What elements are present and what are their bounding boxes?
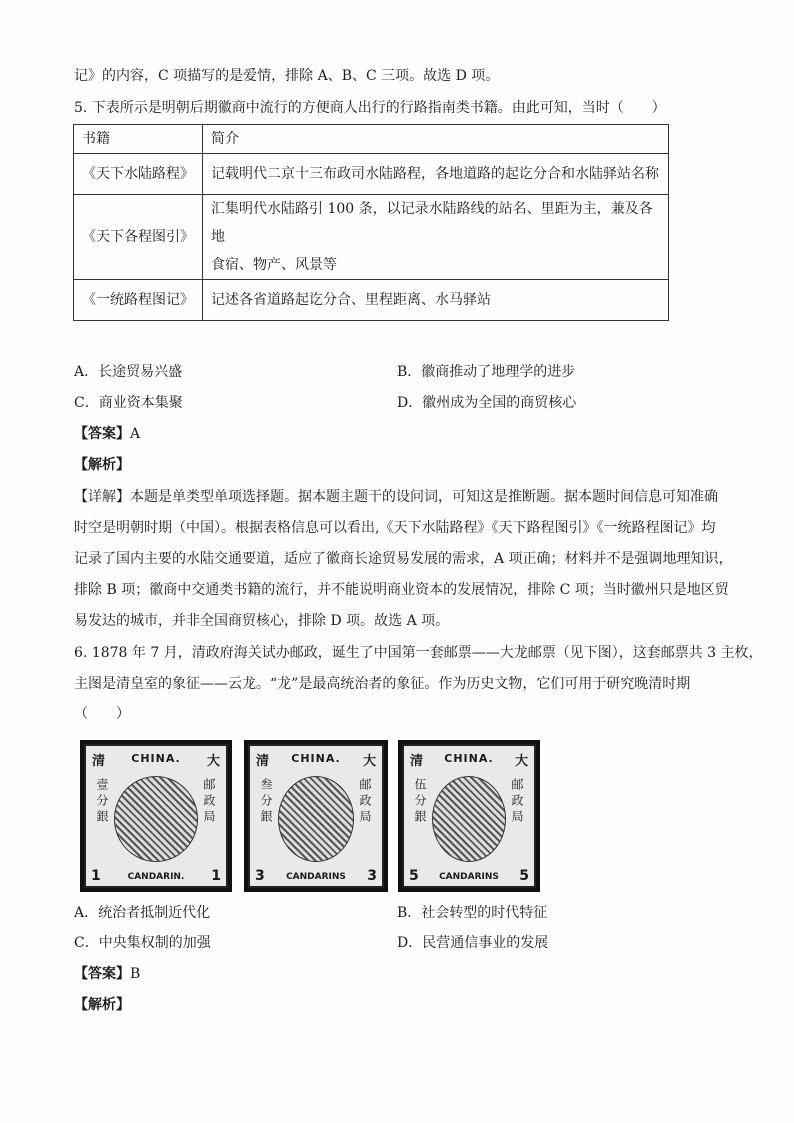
question-5-stem: 5. 下表所示是明朝后期徽商中流行的方便商人出行的行路指南类书籍。由此可知，当时（ ）: [74, 100, 666, 116]
q6-option-a: A．统治者抵制近代化: [74, 905, 211, 921]
stamp-value: 1: [211, 868, 221, 884]
table-cell-desc: 记载明代二京十三布政司水陆路程，各地道路的起讫分合和水陆驿站名称: [203, 154, 669, 195]
stamp-denomination: CANDARINS: [439, 872, 499, 882]
stamp-left-text: 壹分銀: [95, 778, 109, 826]
q5-answer: [74, 424, 140, 444]
q5-detail-line: 易发达的城市，并非全国商贸核心，排除 D 项。故选 A 项。: [74, 613, 450, 629]
q6-answer: [74, 964, 140, 984]
q5-detail-line: 时空是明朝时期（中国）。根据表格信息可以看出,《天下水陆路程》《天下路程图引》《一统路程图记》均: [74, 520, 716, 536]
answer-label: 【答案】: [74, 966, 130, 982]
stamp-3-candarins: [244, 740, 388, 892]
table-cell-book: 《天下水陆路程》: [74, 154, 203, 195]
table-cell-desc: [203, 195, 669, 280]
table-cell-book: 《天下各程图引》: [74, 195, 203, 280]
table-row: [74, 195, 669, 280]
q6-option-c: C．中央集权制的加强: [74, 935, 211, 951]
table-header-desc: 简介: [203, 125, 669, 154]
stamp-value: 3: [367, 868, 377, 884]
q6-option-d: D．民营通信事业的发展: [397, 935, 549, 951]
stamp-left-text: 叁分銀: [259, 778, 273, 826]
stamp-corner-char: 大: [514, 754, 528, 769]
stamp-left-text: 伍分銀: [413, 778, 427, 826]
answer-label: 【答案】: [74, 426, 130, 442]
stamp-corner-char: 清: [410, 754, 424, 769]
dragon-image: [432, 776, 506, 862]
q6-stem-line: （ ）: [74, 706, 130, 722]
stamp-denomination: CANDARIN.: [127, 872, 185, 882]
stamp-right-text: 邮政局: [510, 778, 524, 826]
table-header-book: 书籍: [74, 125, 203, 154]
q6-analysis-label: 【解析】: [74, 997, 130, 1013]
table-cell-desc-line: 食宿、物产、风景等: [211, 257, 337, 273]
stamp-corner-char: 清: [256, 754, 270, 769]
q5-option-c: C．商业资本集聚: [74, 395, 183, 411]
stamp-corner-char: 大: [206, 754, 220, 769]
stamp-value: 5: [519, 868, 529, 884]
q5-option-b: B．徽商推动了地理学的进步: [397, 364, 576, 380]
dragon-image: [278, 776, 354, 862]
stamp-value: 1: [91, 868, 101, 884]
table-cell-book: 《一统路程图记》: [74, 280, 203, 321]
q5-detail-line: 记录了国内主要的水陆交通要道，适应了徽商长途贸易发展的需求，A 项正确；材料并不是强调地理知识，: [74, 551, 733, 567]
stamp-country: CHINA.: [444, 752, 494, 765]
table-header-row: [74, 125, 669, 154]
stamp-corner-char: 大: [362, 754, 376, 769]
q5-option-a: A．长途贸易兴盛: [74, 364, 183, 380]
dragon-image: [114, 776, 198, 862]
stamp-country: CHINA.: [291, 752, 341, 765]
stamp-country: CHINA.: [131, 752, 181, 765]
answer-value: B: [130, 966, 141, 982]
q6-stem-line: 6. 1878 年 7 月，清政府海关试办邮政，诞生了中国第一套邮票——大龙邮票（见下图），这套邮票共 3 主枚，: [74, 645, 763, 661]
stamp-corner-char: 清: [92, 754, 106, 769]
answer-value: A: [130, 426, 141, 442]
stamp-right-text: 邮政局: [358, 778, 372, 826]
q5-analysis-label: 【解析】: [74, 457, 130, 473]
stamp-value: 3: [255, 868, 265, 884]
table-cell-desc: 记述各省道路起讫分合、里程距离、水马驿站: [203, 280, 669, 321]
q5-option-d: D．徽州成为全国的商贸核心: [397, 395, 577, 411]
intro-line: 记》的内容，C 项描写的是爱情，排除 A、B、C 三项。故选 D 项。: [74, 68, 500, 84]
stamp-denomination: CANDARINS: [286, 872, 346, 882]
stamp-value: 5: [409, 868, 419, 884]
q6-option-b: B．社会转型的时代特征: [397, 905, 548, 921]
q6-stem-line: 主图是清皇室的象征——云龙。“龙”是最高统治者的象征。作为历史文物，它们可用于研究晚清时期: [74, 676, 691, 692]
table-row: [74, 280, 669, 321]
stamp-5-candarins: [398, 740, 540, 892]
q5-detail-line: 【详解】本题是单类型单项选择题。据本题主题干的设问词，可知这是推断题。据本题时间信息可知准确: [74, 489, 718, 505]
stamp-1-candarin: [80, 740, 232, 892]
stamp-right-text: 邮政局: [202, 778, 216, 826]
table-cell-desc-line: 汇集明代水陆路引 100 条，以记录水陆路线的站名、里距为主，兼及各地: [211, 201, 653, 245]
books-table: [73, 124, 669, 321]
table-row: [74, 154, 669, 195]
q5-detail-line: 排除 B 项；徽商中交通类书籍的流行，并不能说明商业资本的发展情况，排除 C 项；当时徽州只是地区贸: [74, 582, 729, 598]
